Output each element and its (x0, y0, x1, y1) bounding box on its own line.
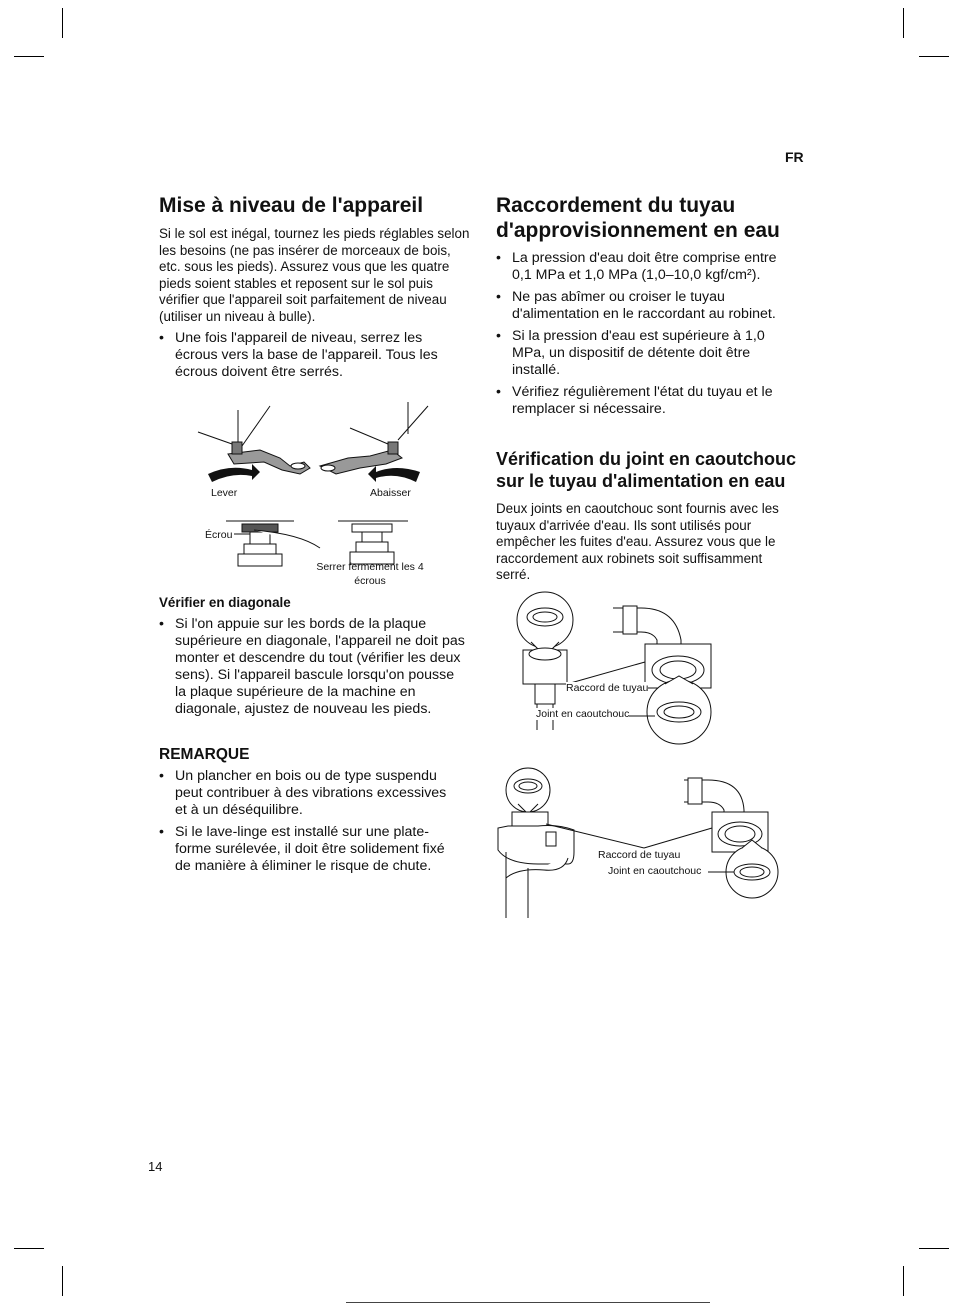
list-item: • Si le lave-linge est installé sur une plate-forme surélevée, il doit être solidement fixé de manière à éliminer le risque de chute. (159, 824, 459, 875)
remarque-title: REMARQUE (159, 746, 250, 763)
right-title-1: Raccordement du tuyau (496, 194, 736, 217)
left-title: Mise à niveau de l'appareil (159, 194, 424, 217)
page-number: 14 (148, 1159, 163, 1174)
list-item: • Une fois l'appareil de niveau, serrez les écrous vers la base de l'appareil. Tous les écrous doivent être serrés. (159, 330, 461, 381)
footer-rule (346, 1302, 710, 1303)
crop-mark (919, 56, 949, 57)
hose-figure-2 (498, 768, 788, 926)
pressure-list (496, 250, 792, 418)
raccord-label-2: Raccord de tuyau (598, 849, 681, 861)
remarque-list (159, 768, 459, 875)
list-item: • La pression d'eau doit être comprise entre 0,1 MPa et 1,0 MPa (1,0–10,0 kgf/cm²). (496, 250, 792, 284)
crop-mark (62, 1266, 63, 1296)
raccord-label-1: Raccord de tuyau (566, 682, 649, 694)
crop-mark (14, 1248, 44, 1249)
lever-label: Lever (211, 487, 238, 499)
list-item: • Un plancher en bois ou de type suspendu peut contribuer à des vibrations excessives et à un déséquilibre. (159, 768, 459, 819)
serrer-label: Serrer fermement les 4 écrous (316, 561, 424, 587)
joint-label-1: Joint en caoutchouc (536, 708, 630, 720)
crop-mark (919, 1248, 949, 1249)
list-item: • Si l'on appuie sur les bords de la plaque supérieure en diagonale, l'appareil ne doit pas monter et descendre du tout (vérifier les deux sens). Si l'appareil bascule lorsqu'on pousse la plaque supérieure de la machine en diagonale, ajustez de nouveau les pieds. (159, 616, 467, 718)
right-title-2: d'approvisionnement en eau (496, 219, 780, 242)
ecrou-label: Écrou (205, 529, 233, 541)
diagonal-subtitle: Vérifier en diagonale (159, 595, 291, 610)
list-item: • Vérifiez régulièrement l'état du tuyau et le remplacer si nécessaire. (496, 384, 792, 418)
crop-mark (14, 56, 44, 57)
diagonal-list (159, 616, 467, 718)
abaisser-label: Abaisser (370, 487, 411, 499)
left-intro: Si le sol est inégal, tournez les pieds réglables selon les besoins (ne pas insérer de morceaux de bois, etc. sous les pieds). Assurez vous que les quatre pieds soient stables et reposent sur le sol puis vérifier que l'appareil soit parfaitement de niveau (utiliser un niveau à bulle). (159, 226, 470, 324)
language-tag: FR (785, 149, 804, 165)
joint-title-1: Vérification du joint en caoutchouc (496, 449, 797, 469)
crop-mark (903, 8, 904, 38)
joint-label-2: Joint en caoutchouc (608, 865, 702, 877)
joint-paragraph: Deux joints en caoutchouc sont fournis avec les tuyaux d'arrivée d'eau. Ils sont utilisés pour empêcher les fuites d'eau. Assurez vous que le raccordement aux robinets soit suffisamment serré. (496, 501, 779, 583)
left-bullets (159, 330, 461, 381)
list-item: • Si la pression d'eau est supérieure à 1,0 MPa, un dispositif de détente doit être installé. (496, 328, 792, 379)
crop-mark (903, 1266, 904, 1296)
joint-title-2: sur le tuyau d'alimentation en eau (496, 471, 786, 491)
crop-mark (62, 8, 63, 38)
list-item: • Ne pas abîmer ou croiser le tuyau d'alimentation en le raccordant au robinet. (496, 289, 792, 323)
